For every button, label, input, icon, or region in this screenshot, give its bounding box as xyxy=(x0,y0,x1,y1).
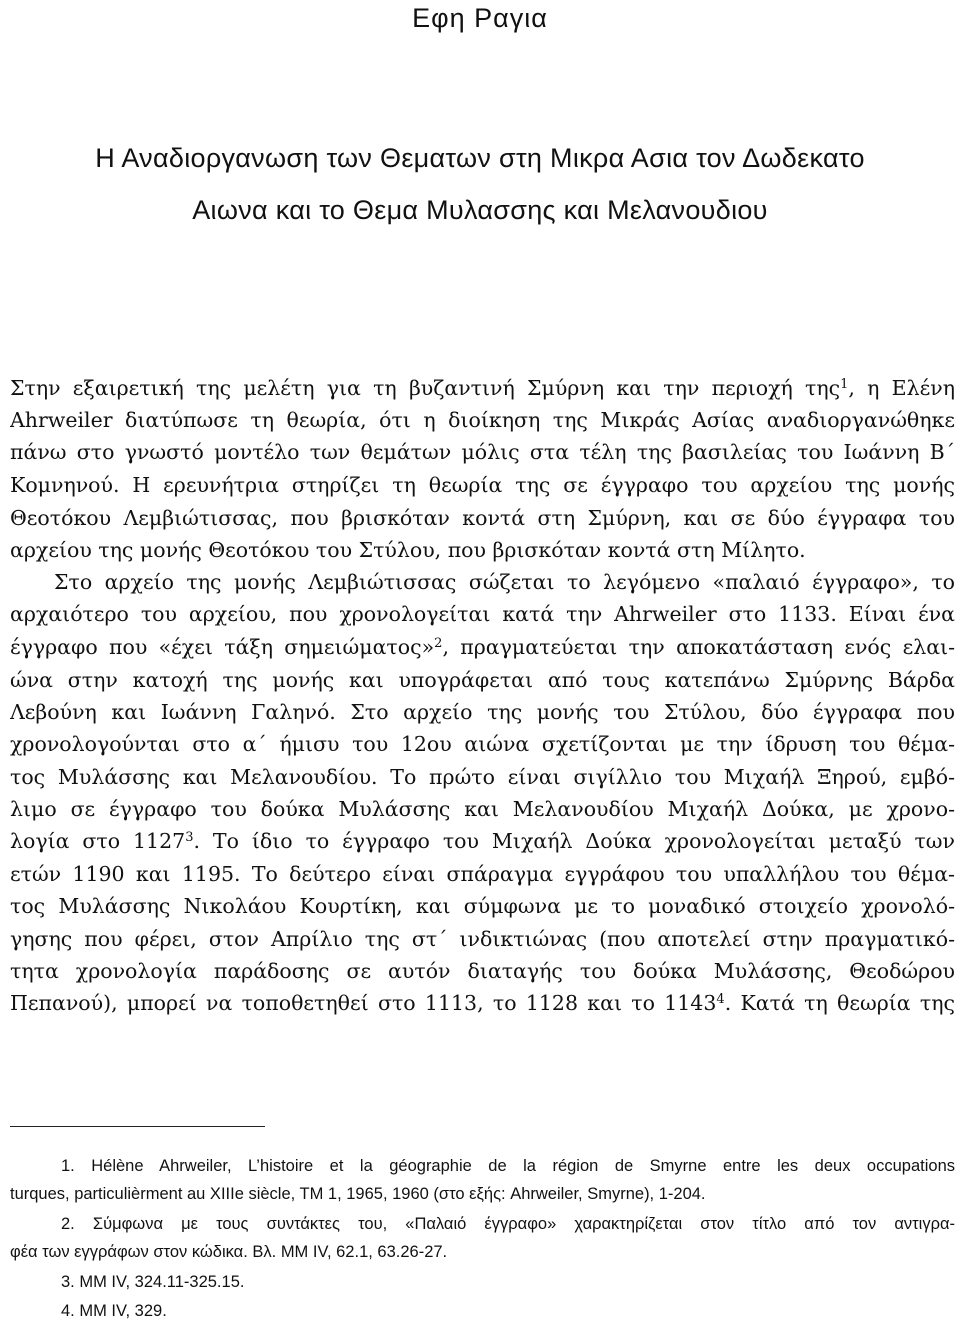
body-line: χρονολογούνται στο α΄ ήμισυ του 12ου αιώνα σχετίζονται με την ίδρυση του θέμα- xyxy=(10,732,955,756)
body-line: λιμο σε έγγραφο του δούκα Μυλάσσης και Μελανουδίου Μιχαήλ Δούκα, με χρονο- xyxy=(10,797,955,821)
article-title-line-1: Η Αναδιοργανωση των Θεματων στη Μικρα Ασια τον Δωδεκατο xyxy=(95,143,865,173)
footnote-2-line-2: φέα των εγγράφων στον κώδικα. Βλ. ΜΜ IV, 62.1, 63.26-27. xyxy=(10,1243,448,1261)
body-line-text: . Κατά τη θεωρία της xyxy=(724,991,955,1015)
body-line: πάνω στο γνωστό μοντέλο των θεμάτων μόλις στα τέλη της βασιλείας του Ιωάννη Β΄ xyxy=(10,440,955,464)
body-line-text: , η Ελένη xyxy=(848,376,955,400)
footnote-1-line-2: turques, particulièrment au XIIIe siècle, TM 1, 1965, 1960 (στο εξής: Ahrweiler, Smyrne), 1-204. xyxy=(10,1185,706,1203)
footnote-ref-1: 1 xyxy=(840,376,849,392)
footnote-separator xyxy=(10,1126,265,1127)
body-line-text: λογία στο 1127 xyxy=(10,829,186,853)
footnote-4: 4. ΜΜ IV, 329. xyxy=(61,1302,167,1320)
body-line: τητα χρονολογία παράδοσης σε αυτόν διαταγής του δούκα Μυλάσσης, Θεοδώρου xyxy=(10,959,955,983)
body-line: Λεβούνη και Ιωάννη Γαληνό. Στο αρχείο της μονής του Στύλου, δύο έγγραφα που xyxy=(10,700,955,724)
footnote-1-line-1: 1. Hélène Ahrweiler, L’histoire et la géographie de la région de Smyrne entre les deux occupations xyxy=(61,1157,955,1175)
article-title-line-2: Αιωνα και το Θεμα Μυλασσης και Μελανουδιου xyxy=(192,195,768,225)
footnote-2-line-1: 2. Σύμφωνα με τους συντάκτες του, «Παλαιό έγγραφο» χαρακτηρίζεται στον τίτλο από τον αντιγρα- xyxy=(61,1215,955,1233)
body-line: γησης που φέρει, στον Απρίλιο της στ΄ ινδικτιώνας (που αποτελεί στην πραγματικό- xyxy=(10,927,955,951)
body-line: τος Μυλάσσης και Μελανουδίου. Το πρώτο είναι σιγίλλιο του Μιχαήλ Ξηρού, εμβό- xyxy=(10,765,955,789)
footnote-3: 3. ΜΜ IV, 324.11-325.15. xyxy=(61,1273,245,1291)
body-line: Κομνηνού. Η ερευνήτρια στηρίζει τη θεωρία της σε έγγραφο του αρχείου της μονής xyxy=(10,473,955,497)
body-line: αρχείου της μονής Θεοτόκου του Στύλου, που βρισκόταν κοντά στη Μίλητο. xyxy=(10,538,806,562)
body-line: τος Μυλάσσης Νικολάου Κουρτίκη, και σύμφωνα με το μοναδικό στοιχείο χρονολό- xyxy=(10,894,955,918)
body-line xyxy=(10,631,955,664)
body-line: ετών 1190 και 1195. Το δεύτερο είναι σπάραγμα εγγράφου του υπαλλήλου του θέμα- xyxy=(10,862,955,886)
body-line-text: , πραγματεύεται την αποκατάσταση ενός ελαι- xyxy=(442,635,955,659)
body-line-text: έγγραφο που «έχει τάξη σημειώματος» xyxy=(10,635,435,659)
body-line: Ahrweiler διατύπωσε τη θεωρία, ότι η διοίκηση της Μικράς Ασίας αναδιοργανώθηκε xyxy=(10,408,955,432)
footnote-ref-2: 2 xyxy=(434,635,443,651)
body-line: αρχαιότερο του αρχείου, που χρονολογείται κατά την Ahrweiler στο 1133. Είναι ένα xyxy=(10,602,955,626)
body-line-text: Στην εξαιρετική της μελέτη για τη βυζαντινή Σμύρνη και την περιοχή της xyxy=(10,376,841,400)
body-line: Στο αρχείο της μονής Λεμβιώτισσας σώζεται το λεγόμενο «παλαιό έγγραφο», το xyxy=(54,570,955,594)
author-name: Εφη Ραγια xyxy=(412,3,548,33)
body-line xyxy=(10,825,955,858)
body-line: Θεοτόκου Λεμβιώτισσας, που βρισκόταν κοντά στη Σμύρνη, και σε δύο έγγραφα του xyxy=(10,506,955,530)
body-line: ώνα στην κατοχή της μονής και υπογράφεται από τους κατεπάνω Σμύρνης Βάρδα xyxy=(10,668,955,692)
body-line-text: Πεπανού), μπορεί να τοποθετηθεί στο 1113, το 1128 και το 1143 xyxy=(10,991,717,1015)
body-line xyxy=(10,987,955,1020)
footnote-ref-3: 3 xyxy=(185,829,194,845)
body-line xyxy=(10,372,955,405)
footnote-ref-4: 4 xyxy=(716,991,725,1007)
body-line-text: . Το ίδιο το έγγραφο του Μιχαήλ Δούκα χρονολογείται μεταξύ των xyxy=(193,829,955,853)
